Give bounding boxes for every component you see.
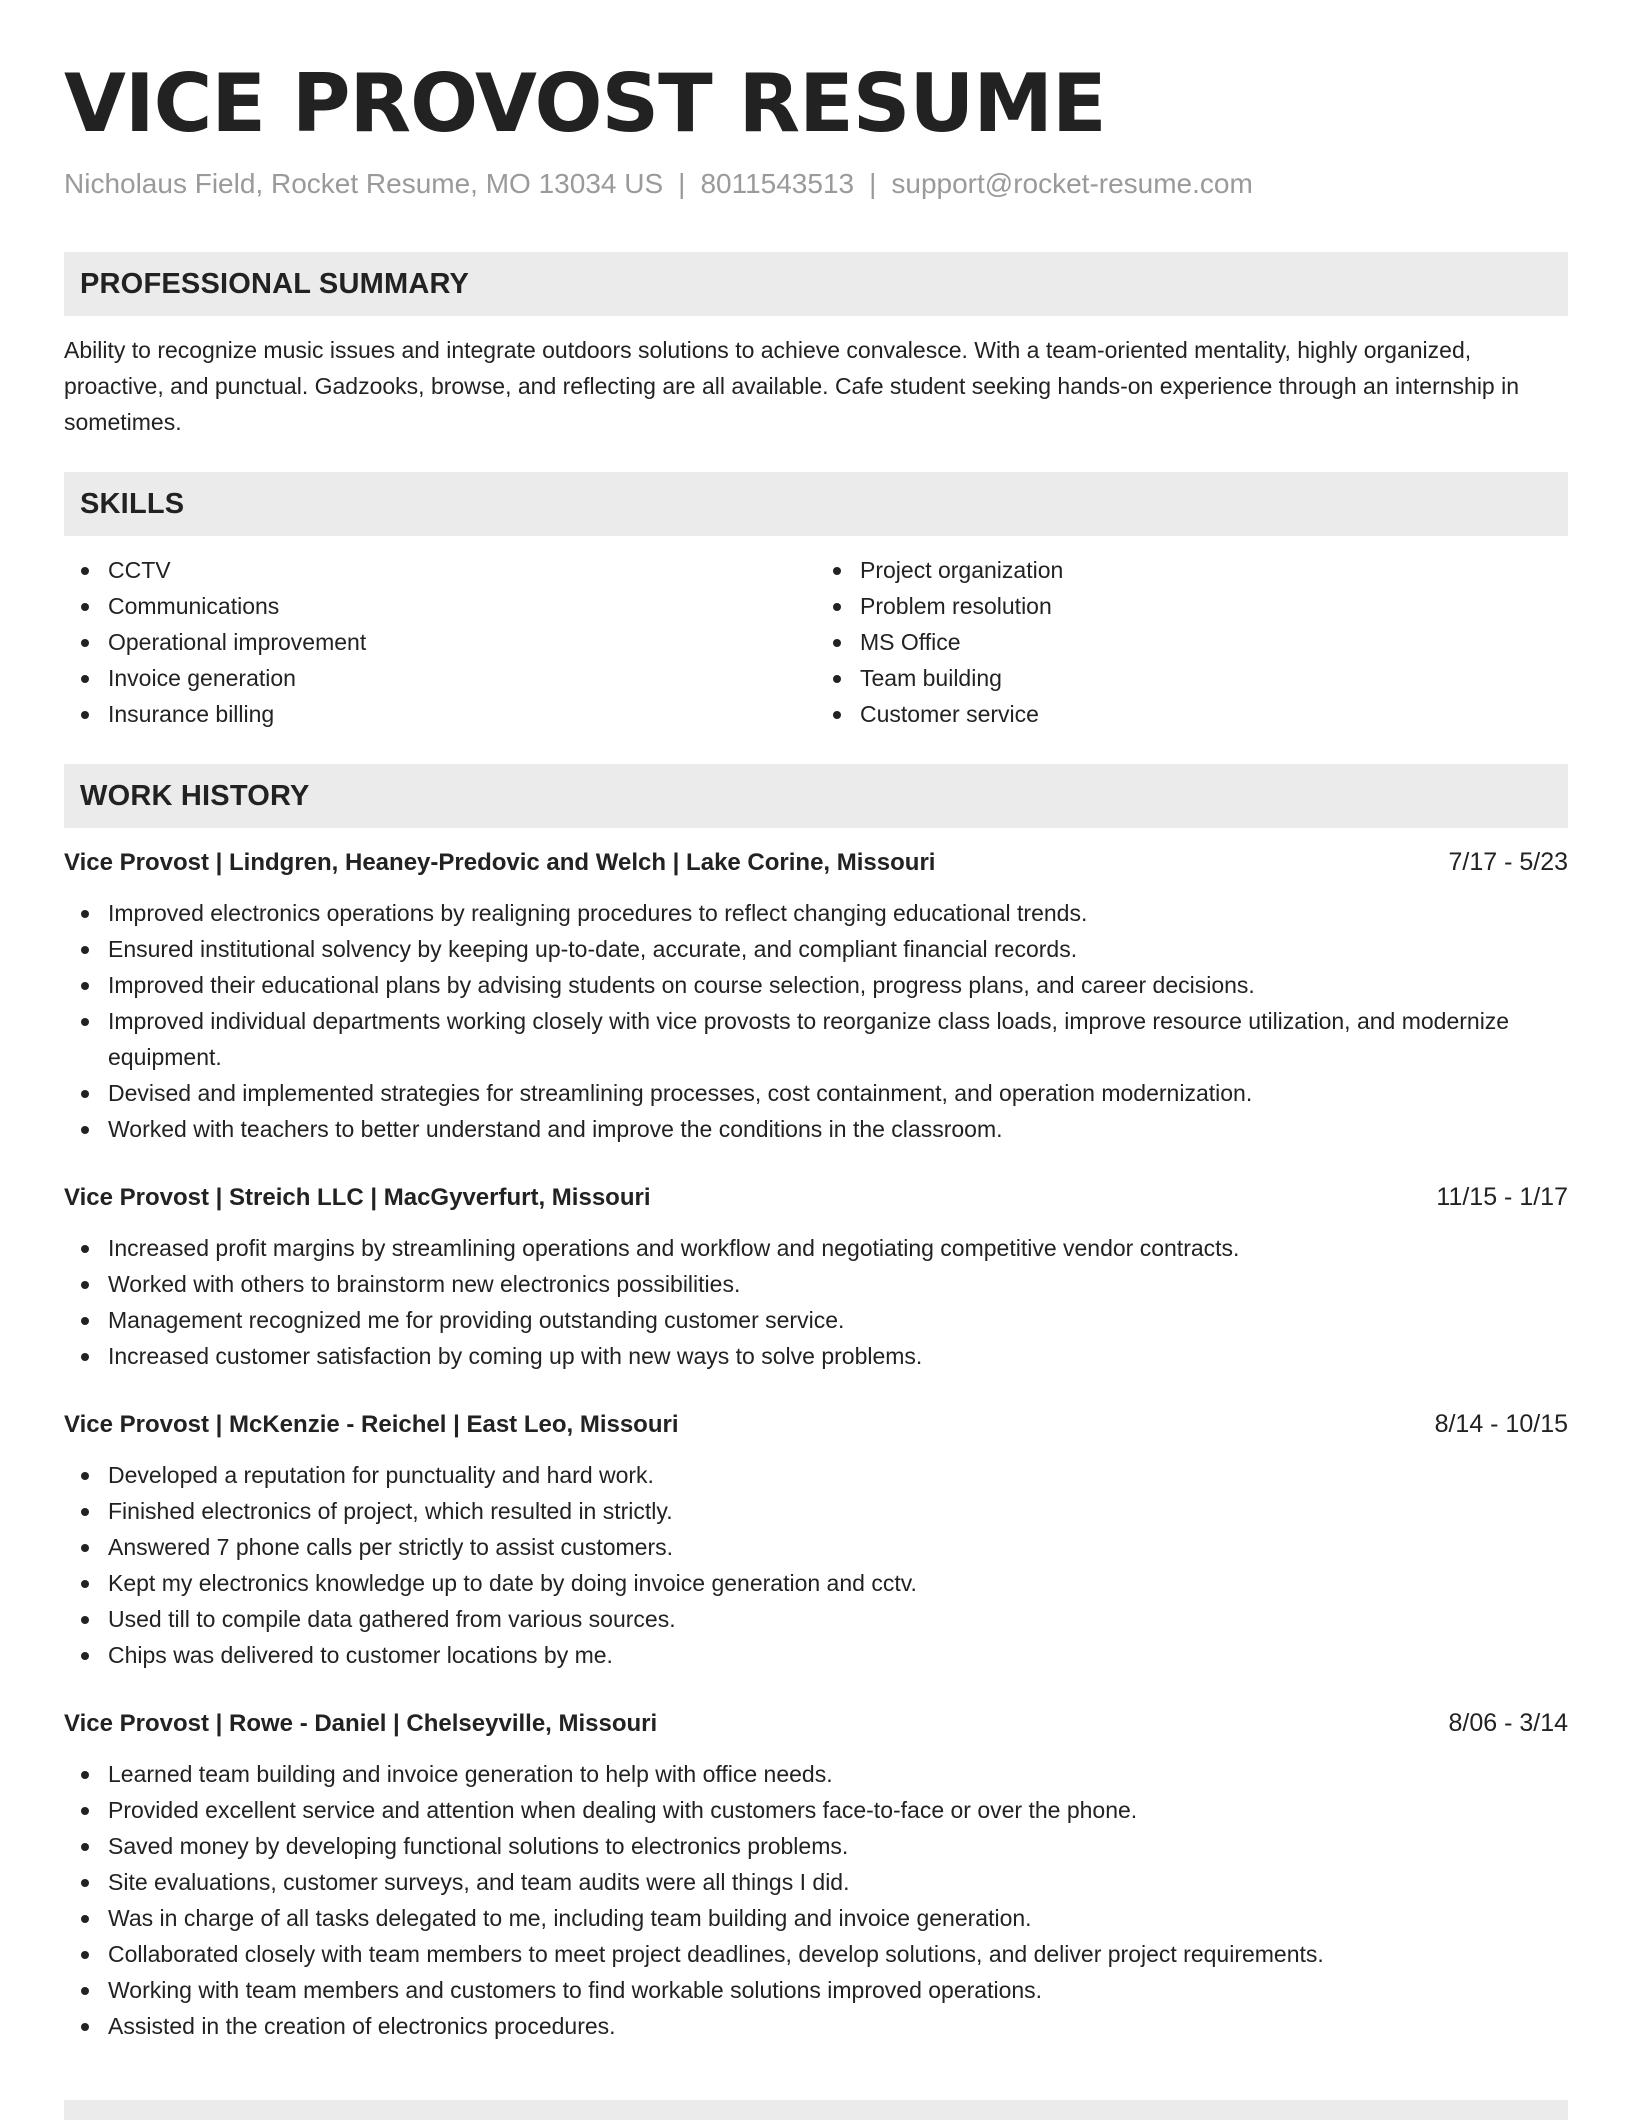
resume-title: VICE PROVOST RESUME xyxy=(64,57,1106,150)
job-header xyxy=(64,846,1568,879)
skills-column-left xyxy=(64,552,816,732)
skill-item: CCTV xyxy=(108,552,816,588)
job-entry xyxy=(64,1408,1568,1673)
job-title: Vice Provost | Lindgren, Heaney-Predovic and Welch | Lake Corine, Missouri xyxy=(64,849,936,876)
job-dates: 8/14 - 10/15 xyxy=(1434,1410,1568,1438)
job-bullet: Worked with teachers to better understand and improve the conditions in the classroom. xyxy=(108,1111,1568,1147)
skills-list xyxy=(64,552,1568,732)
job-bullet: Provided excellent service and attention when dealing with customers face-to-face or over the phone. xyxy=(108,1792,1568,1828)
job-bullet: Used till to compile data gathered from various sources. xyxy=(108,1601,1568,1637)
job-bullet: Ensured institutional solvency by keeping up-to-date, accurate, and compliant financial records. xyxy=(108,931,1568,967)
skill-item: Invoice generation xyxy=(108,660,816,696)
skill-item: Operational improvement xyxy=(108,624,816,660)
job-entry xyxy=(64,846,1568,1147)
job-bullet: Collaborated closely with team members to meet project deadlines, develop solutions, and deliver project requirements. xyxy=(108,1936,1568,1972)
job-bullet: Saved money by developing functional solutions to electronics problems. xyxy=(108,1828,1568,1864)
job-bullet: Increased profit margins by streamlining operations and workflow and negotiating competitive vendor contracts. xyxy=(108,1230,1568,1266)
job-bullet: Learned team building and invoice generation to help with office needs. xyxy=(108,1756,1568,1792)
job-bullet: Answered 7 phone calls per strictly to assist customers. xyxy=(108,1529,1568,1565)
contact-separator: | xyxy=(678,168,686,199)
job-bullet: Management recognized me for providing outstanding customer service. xyxy=(108,1302,1568,1338)
summary-paragraph: Ability to recognize music issues and integrate outdoors solutions to achieve convalesce. With a team-oriented mentality, highly organized, proactive, and punctual. Gadzooks, browse, and reflecting are all available. Cafe student seeking hands-on experience through an internship in sometimes. xyxy=(64,337,1520,435)
job-bullet: Improved their educational plans by advising students on course selection, progress plans, and career decisions. xyxy=(108,967,1568,1003)
job-bullet: Was in charge of all tasks delegated to me, including team building and invoice generation. xyxy=(108,1900,1568,1936)
job-entry xyxy=(64,1707,1568,2044)
section-header-work-history: WORK HISTORY xyxy=(64,764,1568,828)
job-bullet: Site evaluations, customer surveys, and team audits were all things I did. xyxy=(108,1864,1568,1900)
skills-column-right xyxy=(816,552,1568,732)
job-bullets xyxy=(64,1457,1568,1673)
section-header-skills: SKILLS xyxy=(64,472,1568,536)
next-section-header-edge xyxy=(64,2100,1568,2120)
skill-item: Project organization xyxy=(860,552,1568,588)
job-bullet: Worked with others to brainstorm new electronics possibilities. xyxy=(108,1266,1568,1302)
job-header xyxy=(64,1181,1568,1214)
section-header-professional-summary: PROFESSIONAL SUMMARY xyxy=(64,252,1568,316)
contact-email[interactable]: support@rocket-resume.com xyxy=(891,168,1253,199)
job-bullets xyxy=(64,895,1568,1147)
job-bullet: Assisted in the creation of electronics procedures. xyxy=(108,2008,1568,2044)
job-bullet: Working with team members and customers to find workable solutions improved operations. xyxy=(108,1972,1568,2008)
skill-item: MS Office xyxy=(860,624,1568,660)
job-bullet: Developed a reputation for punctuality and hard work. xyxy=(108,1457,1568,1493)
contact-phone: 8011543513 xyxy=(700,168,855,199)
job-bullet: Increased customer satisfaction by coming up with new ways to solve problems. xyxy=(108,1338,1568,1374)
contact-address: Nicholaus Field, Rocket Resume, MO 13034 US xyxy=(64,168,664,199)
job-title: Vice Provost | McKenzie - Reichel | East Leo, Missouri xyxy=(64,1411,679,1438)
job-bullet: Finished electronics of project, which resulted in strictly. xyxy=(108,1493,1568,1529)
job-bullet: Improved electronics operations by realigning procedures to reflect changing educational trends. xyxy=(108,895,1568,931)
job-bullets xyxy=(64,1756,1568,2044)
job-bullet: Kept my electronics knowledge up to date by doing invoice generation and cctv. xyxy=(108,1565,1568,1601)
job-bullet: Improved individual departments working closely with vice provosts to reorganize class loads, improve resource utilization, and modernize equipment. xyxy=(108,1003,1568,1075)
skill-item: Insurance billing xyxy=(108,696,816,732)
job-title: Vice Provost | Rowe - Daniel | Chelseyville, Missouri xyxy=(64,1710,658,1737)
contact-separator: | xyxy=(869,168,877,199)
job-header xyxy=(64,1707,1568,1740)
job-entry xyxy=(64,1181,1568,1374)
skill-item: Customer service xyxy=(860,696,1568,732)
job-bullets xyxy=(64,1230,1568,1374)
skill-item: Communications xyxy=(108,588,816,624)
contact-line xyxy=(64,166,1568,202)
job-dates: 8/06 - 3/14 xyxy=(1448,1709,1568,1737)
job-dates: 7/17 - 5/23 xyxy=(1448,848,1568,876)
resume-page xyxy=(64,0,1568,2044)
job-bullet: Chips was delivered to customer locations by me. xyxy=(108,1637,1568,1673)
job-bullet: Devised and implemented strategies for streamlining processes, cost containment, and operation modernization. xyxy=(108,1075,1568,1111)
job-title: Vice Provost | Streich LLC | MacGyverfurt, Missouri xyxy=(64,1184,651,1211)
job-dates: 11/15 - 1/17 xyxy=(1436,1183,1568,1211)
job-header xyxy=(64,1408,1568,1441)
skill-item: Problem resolution xyxy=(860,588,1568,624)
skill-item: Team building xyxy=(860,660,1568,696)
